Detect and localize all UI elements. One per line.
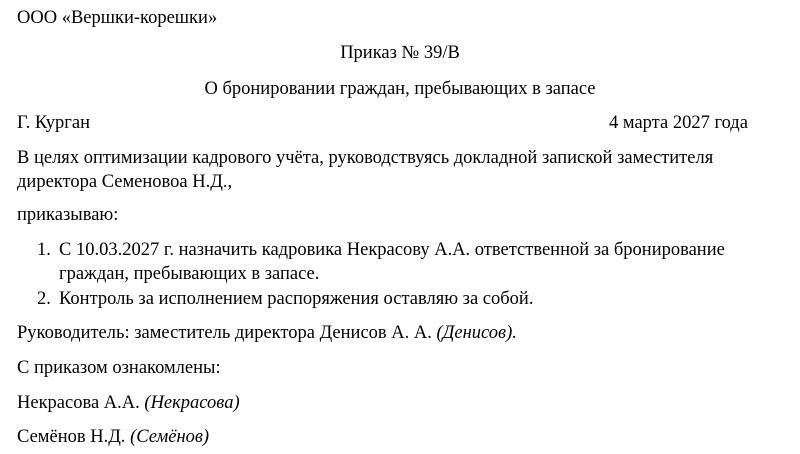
list-item-text-line-1: С 10.03.2027 г. назначить кадровика Некрасову А.А. ответственной за бронирование	[59, 240, 725, 260]
list-item-number: 2.	[37, 289, 51, 309]
order-word: приказываю:	[17, 205, 119, 225]
order-city: Г. Курган	[17, 113, 91, 133]
acquainted-label: С приказом ознакомлены:	[17, 358, 221, 378]
order-subject: О бронировании граждан, пребывающих в запасе	[204, 79, 596, 99]
order-date: 4 марта 2027 года	[609, 113, 748, 133]
head-label: Руководитель: заместитель директора Денисов А. А.	[17, 323, 432, 343]
acquainted-row	[17, 391, 240, 415]
order-title: Приказ № 39/В	[340, 43, 460, 63]
acquainted-name: Некрасова А.А.	[17, 393, 140, 413]
preamble-line-2: директора Семеновоа Н.Д.,	[17, 172, 233, 192]
acquainted-signature: (Некрасова)	[144, 393, 240, 413]
head-signature: (Денисов).	[436, 323, 517, 343]
acquainted-name: Семёнов Н.Д.	[17, 427, 126, 447]
acquainted-signature: (Семёнов)	[130, 427, 210, 447]
list-item-text-line-2: граждан, пребывающих в запасе.	[59, 264, 320, 284]
list-item-number: 1.	[37, 240, 51, 260]
list-item-text-line-1: Контроль за исполнением распоряжения оставляю за собой.	[59, 289, 534, 309]
organization-name: ООО «Вершки-корешки»	[17, 8, 218, 28]
preamble-line-1: В целях оптимизации кадрового учёта, руководствуясь докладной запиской заместителя	[17, 148, 714, 168]
head-signature-line	[17, 321, 517, 345]
acquainted-row	[17, 425, 209, 449]
